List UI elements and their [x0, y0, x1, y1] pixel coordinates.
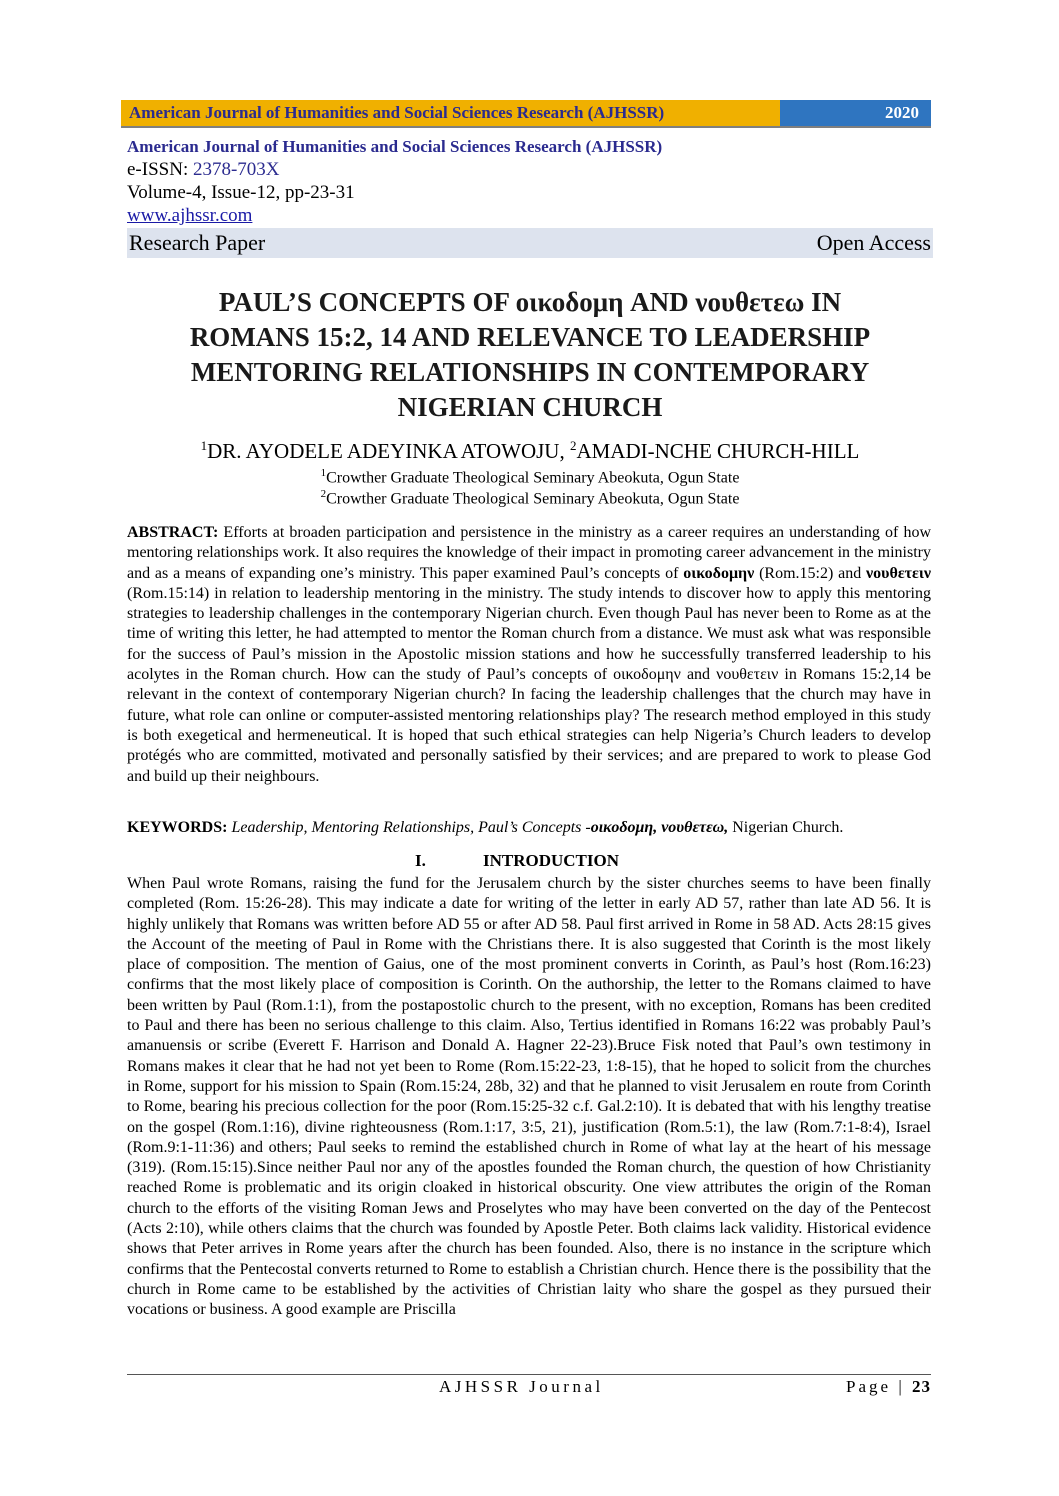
introduction-body: When Paul wrote Romans, raising the fund for the Jerusalem church by the sister churches seems to have been finally completed (Rom. 15:26-28). This may indicate a date for writing of the letter in early AD 57, rather than late AD 56. It is highly unlikely that Romans was written before AD 55 or after AD 58. Paul first arrived in Rome in 58 AD. Acts 28:15 gives the Account of the meeting of Paul in Rome with the Christians there. It is also suggested that Corinth is the most likely place of composition. The mention of Gaius, one of the most prominent converts in Corinth, as Paul’s host (Rom.16:23) confirms that the most likely place of composition is Corinth. On the authorship, the letter to the Romans claimed to have been written by Paul (Rom.1:1), from the postapostolic church to the present, with no exception, Romans has been credited to Paul and there has been no serious challenge to this claim. Also, Tertius identified in Romans 16:22 was probably Paul’s amanuensis or scribe (Everett F. Harrison and Donald A. Hagner 22-23).Bruce Fisk noted that Paul’s own testimony in Romans makes it clear that he had not yet been to Rome (Rom.15:22-23, 1:8-15), that he hoped to solicit from the churches in Rome, support for his mission to Spain (Rom.15:24, 28b, 32) and that he planned to visit Jerusalem en route from Corinth to Rome, bearing his precious collection for the poor (Rom.15:25-32 c.f. Gal.2:10). It is debated that with his lengthy treatise on the gospel (Rom.1:16), divine righteousness (Rom.1:17, 3:5, 21), justification (Rom.5:1), the law (Rom.7:1-8:4), Israel (Rom.9:1-11:36) and others; Paul seeks to remind the established church in Rome of what lay at the heart of his message (319). (Rom.15:15).Since neither Paul nor any of the apostles founded the Roman church, the question of how Christianity reached Rome is problematic and its origin cloaked in historical obscurity. One view attributes the origin of the Roman church to the efforts of the visiting Roman Jews and Proselytes who may have been converted on the day of the Pentecost (Acts 2:10), while others claims that the church was founded by Apostle Peter. Both claims lack validity. Historical evidence shows that Peter arrives in Rome years after the church has been founded. Also, there is no instance in the scripture which confirms that the Pentecostal converts returned to Rome to establish a Christian church. Hence there is the possibility that the church in Rome came to be established by the activities of Christian laity who share the gospel as they pursued their vocations or business. A good example are Priscilla: [127, 875, 931, 1319]
footer-page-label: Page |: [846, 1377, 912, 1396]
abstract: [127, 523, 931, 787]
affiliation: [200, 484, 860, 509]
author-sup: 1: [200, 438, 208, 453]
abstract-text: (Rom.15:2) and: [754, 564, 867, 582]
abstract-text: Efforts at broaden participation and persistence in the ministry as a career requires an understanding of how mentoring relationships work. It also requires the knowledge of their impact in promoting career advancement in the ministry and as a means of expanding one’s ministry. This paper examined Paul’s concepts of: [127, 524, 931, 582]
page-footer: [127, 1374, 931, 1399]
paper-type-band: [127, 228, 933, 258]
title-line: ROMANS 15:2, 14 AND RELEVANCE TO LEADERSHIP: [189, 322, 871, 352]
author-list: [100, 433, 960, 464]
keywords-greek: οικοδομη, νουθετεω,: [590, 819, 729, 836]
open-access-label: Open Access: [816, 230, 931, 255]
journal-info: [127, 136, 933, 258]
running-header-title: American Journal of Humanities and Social Sciences Research (AJHSSR): [121, 100, 780, 126]
greek-term: νουθετειν: [866, 564, 931, 582]
author-name: DR. AYODELE ADEYINKA ATOWOJU,: [207, 439, 570, 463]
author-sup: 2: [569, 438, 577, 453]
footer-journal: AJHSSR Journal: [439, 1377, 604, 1396]
journal-name: American Journal of Humanities and Social Sciences Research (AJHSSR): [127, 137, 663, 156]
affiliation-sup: 2: [320, 488, 327, 500]
affiliation-text: Crowther Graduate Theological Seminary Abeokuta, Ogun State: [326, 490, 740, 508]
keywords-terms: Leadership, Mentoring Relationships, Paul’s Concepts -: [227, 819, 591, 836]
abstract-label: ABSTRACT:: [127, 524, 219, 541]
eissn-value: 2378-703X: [192, 159, 280, 180]
running-header-year: 2020: [780, 100, 931, 126]
footer-page-number: 23: [912, 1377, 931, 1396]
greek-term: οικοδομην: [683, 564, 755, 582]
section-title: INTRODUCTION: [483, 851, 620, 870]
footer-page: [846, 1377, 931, 1397]
section-number: I.: [415, 851, 426, 870]
eissn-line: [127, 158, 933, 181]
paper-type-label: Research Paper: [129, 230, 266, 255]
abstract-text: (Rom.15:14) in relation to leadership mentoring in the ministry. The study intends to discover how to apply this mentoring strategies to leadership challenges in the contemporary Nigerian church. Even though Paul has never been to Rome as at the time of writing this letter, he had attempted to mentor the Roman church from a distance. We must ask what was responsible for the success of Paul’s mission in the Apostolic mission stations and how he successfully transferred leadership to his acolytes in the Roman church. How can the study of Paul’s concepts of οικοδομην and νουθετειν in Romans 15:2,14 be relevant in the context of contemporary Nigerian church? In facing the leadership challenges that the church may have in future, what role can online or computer-assisted mentoring relationships play? The research method employed in this study is both exegetical and hermeneutical. It is hoped that such ethical strategies can help Nigeria’s Church leaders to develop protégés who are committed, motivated and personally satisfied by their services; and are prepared to work to please God and build up their neighbours.: [127, 584, 931, 785]
paper-title: [140, 285, 920, 425]
section-heading: [415, 851, 715, 871]
keywords: [127, 818, 931, 838]
keywords-label: KEYWORDS:: [127, 819, 228, 836]
author-name: AMADI-NCHE CHURCH-HILL: [576, 439, 860, 463]
title-line: PAUL’S CONCEPTS OF οικοδομη AND νουθετεω IN: [218, 287, 842, 317]
journal-website-link[interactable]: www.ajhssr.com: [127, 205, 253, 226]
eissn-label: e-ISSN:: [127, 159, 193, 180]
keywords-tail: Nigerian Church.: [728, 819, 844, 836]
affiliation-sup: 1: [320, 467, 327, 479]
volume-line: Volume-4, Issue-12, pp-23-31: [127, 182, 355, 203]
affiliation-text: Crowther Graduate Theological Seminary Abeokuta, Ogun State: [326, 469, 740, 487]
title-line: NIGERIAN CHURCH: [397, 392, 663, 422]
title-line: MENTORING RELATIONSHIPS IN CONTEMPORARY: [190, 357, 870, 387]
running-header: [121, 100, 931, 128]
